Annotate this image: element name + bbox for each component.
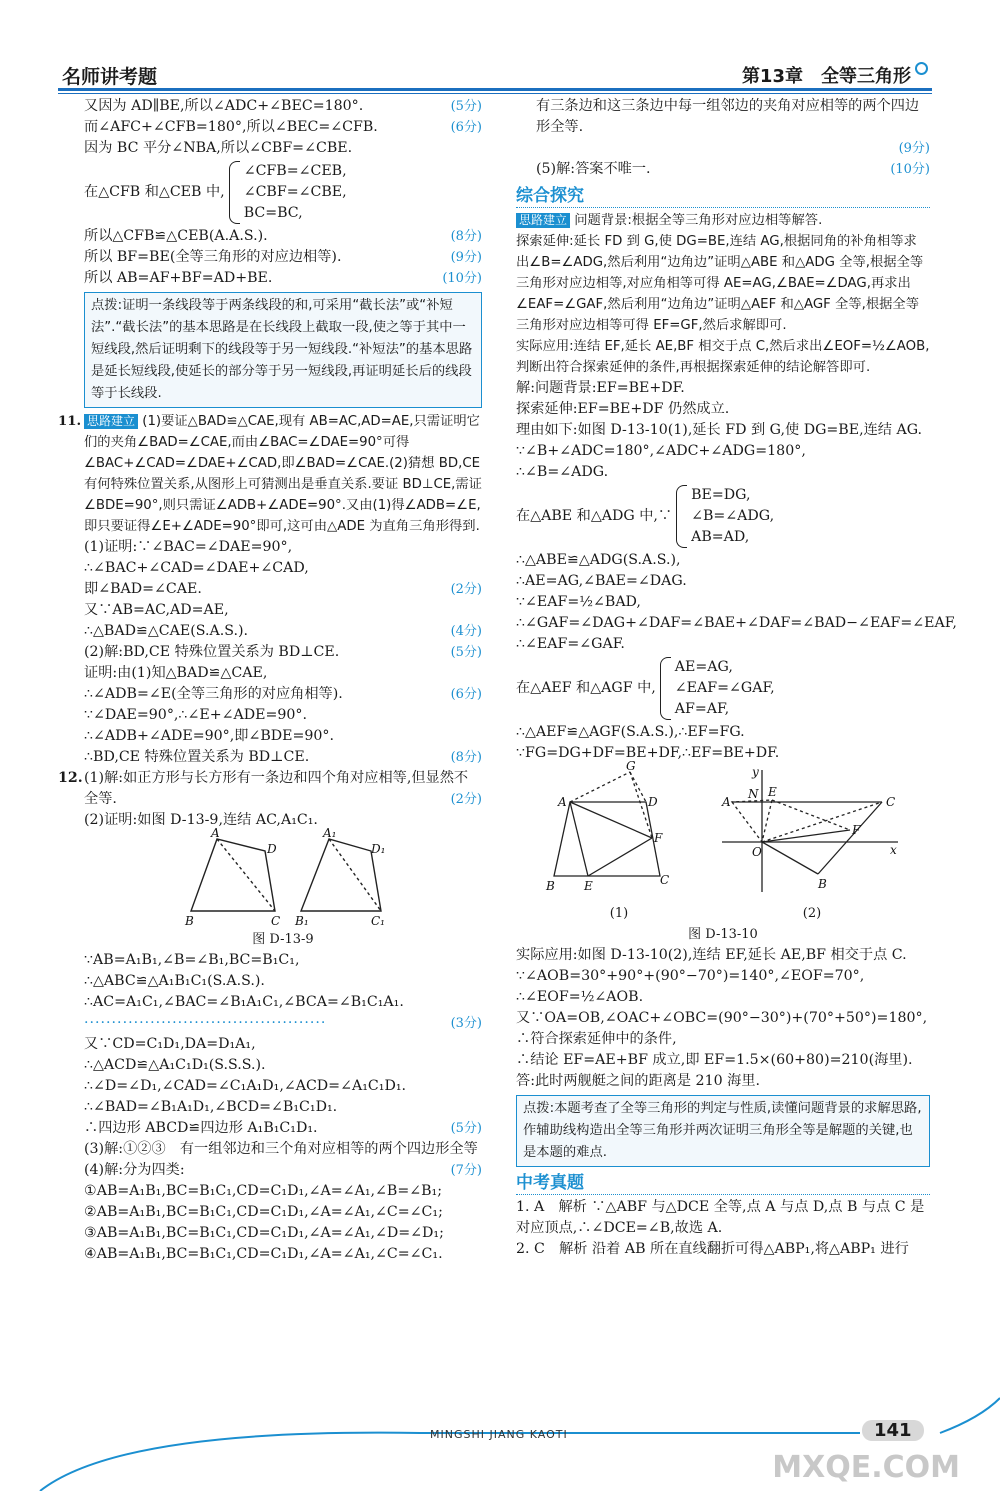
- text-line: ∴结论 EF=AE+BF 成立,即 EF=1.5×(60+80)=210(海里).: [516, 1052, 913, 1068]
- score: (6分): [450, 120, 482, 135]
- brace-icon: [229, 161, 240, 224]
- text-line: 在△ABE 和△ADG 中,∵: [516, 508, 673, 524]
- text-line: 又∵CD=C₁D₁,DA=D₁A₁,: [84, 1036, 256, 1052]
- header-left: 名师讲考题: [62, 66, 158, 88]
- text-line: ∵AB=A₁B₁,∠B=∠B₁,BC=B₁C₁,: [84, 952, 300, 968]
- score: (9分): [450, 250, 482, 265]
- header-rule: [58, 88, 932, 91]
- brace-item: BC=BC,: [243, 205, 303, 221]
- svg-text:C: C: [660, 873, 670, 887]
- case-item: ②AB=A₁B₁,BC=B₁C₁,CD=C₁D₁,∠A=∠A₁,∠C=∠C₁;: [84, 1204, 443, 1220]
- svg-text:C: C: [886, 795, 896, 809]
- score: (5分): [450, 99, 482, 114]
- score: (9分): [898, 141, 930, 156]
- text-line: ∵∠DAE=90°,∴∠E+∠ADE=90°.: [84, 707, 308, 723]
- idea-text: 实际应用:连结 EF,延长 AE,BF 相交于点 C,然后求出∠EOF=½∠AOB,判断出符合探索延伸的条件,再根据探索延伸的结论解答即可.: [516, 339, 930, 375]
- case-item: ④AB=A₁B₁,BC=B₁C₁,CD=C₁D₁,∠A=∠A₁,∠C=∠C₁.: [84, 1246, 443, 1262]
- text-line: ∴BD,CE 特殊位置关系为 BD⊥CE.: [84, 749, 310, 765]
- text-line: (1)证明:∵∠BAC=∠DAE=90°,: [84, 539, 293, 555]
- text-line: 所以 AB=AF+BF=AD+BE.: [84, 270, 273, 286]
- text-line: ∴∠ADB=∠E(全等三角形的对应角相等).: [84, 686, 343, 702]
- score: (5分): [450, 645, 482, 660]
- svg-text:N: N: [748, 787, 759, 801]
- text-line: ∴△ACD≌△A₁C₁D₁(S.S.S.).: [84, 1057, 266, 1073]
- score: (3分): [450, 1016, 482, 1031]
- score: (2分): [450, 582, 482, 597]
- svg-text:B₁: B₁: [295, 914, 309, 928]
- svg-text:F: F: [852, 823, 861, 837]
- question-number: 12.: [58, 770, 83, 786]
- figure-subcaption: (2): [802, 906, 822, 921]
- figure-part-1: [544, 759, 694, 924]
- idea-text: 问题背景:根据全等三角形对应边相等解答.: [574, 213, 823, 228]
- svg-text:C₁: C₁: [371, 914, 385, 928]
- brace-item: AF=AF,: [674, 701, 730, 717]
- text-line: (2)解:BD,CE 特殊位置关系为 BD⊥CE.: [84, 644, 340, 660]
- figure-part-2: [722, 764, 902, 924]
- text-line: 1. A 解析 ∵△ABF 与△DCE 全等,点 A 与点 D,点 B 与点 C 是对应顶点,∴∠DCE=∠B,故选 A.: [516, 1199, 925, 1236]
- section-title: 综合探究: [516, 186, 930, 208]
- watermark: MXQE.COM: [772, 1450, 960, 1485]
- svg-text:B: B: [185, 914, 194, 928]
- text-line: ∵∠EAF=½∠BAD,: [516, 594, 641, 610]
- text-line: 又∵OA=OB,∠OAC+∠OBC=(90°−30°)+(70°+50°)=180°,: [516, 1010, 928, 1026]
- svg-text:y: y: [752, 765, 759, 779]
- svg-text:A₁: A₁: [323, 826, 337, 840]
- score: (8分): [450, 750, 482, 765]
- text-line: 证明:由(1)知△BAD≌△CAE,: [84, 665, 268, 681]
- text-line: ∴∠EOF=½∠AOB.: [516, 989, 644, 1005]
- text-line: ∵∠AOB=30°+90°+(90°−70°)=140°,∠EOF=70°,: [516, 968, 865, 984]
- text-line: ∴∠ADB+∠ADE=90°,即∠BDE=90°.: [84, 728, 335, 744]
- idea-text: (1)要证△BAD≌△CAE,现有 AB=AC,AD=AE,只需证明它们的夹角∠BAD=∠CAE,而由∠BAC=∠DAE=90°可得∠BAC+∠CAD=∠DAE+∠CAD,即∠BAD=∠CAE.(2)猜想 BD,CE 有何特殊位置关系,从图形上可猜测出是垂直关系.要证 BD⊥CE,需证∠BDE=90°,则只需证∠ADB+∠ADE=90°.又由(1)得∠ADB=∠E,即只要证得∠E+∠ADE=90°即可,这可由△ADE 为直角三角形得到.: [84, 414, 482, 534]
- header-rule-thin: [58, 93, 932, 94]
- brace-item: AB=AD,: [691, 529, 750, 545]
- text-line: ∴AC=A₁C₁,∠BAC=∠B₁A₁C₁,∠BCA=∠B₁C₁A₁.: [84, 994, 404, 1010]
- svg-text:A: A: [558, 795, 567, 809]
- text-line: 理由如下:如图 D-13-10(1),延长 FD 到 G,使 DG=BE,连结 AG.: [516, 422, 923, 438]
- score: (10分): [442, 271, 482, 286]
- brace-item: ∠B=∠ADG,: [691, 508, 775, 524]
- brace-group: [516, 657, 930, 720]
- case-item: ①AB=A₁B₁,BC=B₁C₁,CD=C₁D₁,∠A=∠A₁,∠B=∠B₁;: [84, 1183, 442, 1199]
- brace-item: BE=DG,: [691, 487, 751, 503]
- svg-text:D₁: D₁: [371, 842, 386, 856]
- text-line: ∴∠GAF=∠DAG+∠DAF=∠BAE+∠DAF=∠BAD−∠EAF=∠EAF,: [516, 615, 957, 631]
- brace-item: ∠CBF=∠CBE,: [243, 184, 347, 200]
- svg-text:x: x: [890, 843, 897, 857]
- footer-text: MINGSHI JIANG KAOTI: [430, 1428, 568, 1441]
- dotted-leader: ············································: [84, 1015, 327, 1031]
- svg-text:B: B: [818, 877, 827, 891]
- page-number: 141: [862, 1420, 924, 1441]
- text-line: 在△AEF 和△AGF 中,: [516, 680, 656, 696]
- score: (6分): [450, 687, 482, 702]
- chapter-title: 第13章 全等三角形: [741, 66, 911, 87]
- figure-d-13-9: [84, 826, 482, 929]
- brace-item: ∠CFB=∠CEB,: [243, 163, 347, 179]
- text-line: 探索延伸:EF=BE+DF 仍然成立.: [516, 401, 730, 417]
- score: (2分): [450, 792, 482, 807]
- score: (5分): [450, 1121, 482, 1136]
- text-line: ∴∠EAF=∠GAF.: [516, 636, 625, 652]
- header-right: [742, 62, 928, 88]
- text-line: (1)解:如正方形与长方形有一条边和四个角对应相等,但显然不全等.: [84, 770, 469, 807]
- svg-text:G: G: [626, 759, 636, 773]
- brace-item: ∠EAF=∠GAF,: [674, 680, 775, 696]
- score: (4分): [450, 624, 482, 639]
- figure-caption: 图 D-13-9: [252, 932, 314, 947]
- figure-subcaption: (1): [609, 906, 629, 921]
- geometry-figure-1: [544, 759, 694, 896]
- question-number: 11.: [58, 414, 82, 429]
- geometry-figure-2: [722, 764, 902, 896]
- answer-line: 答:此时两舰艇之间的距离是 210 海里.: [516, 1073, 761, 1089]
- idea-tag: 思路建立: [516, 213, 570, 228]
- tip-box: 点拨:本题考查了全等三角形的判定与性质,读懂问题背景的求解思路,作辅助线构造出全等三角形并两次证明三角形全等是解题的关键,也是本题的难点.: [516, 1095, 930, 1167]
- text-line: 解:问题背景:EF=BE+DF.: [516, 380, 685, 396]
- svg-text:B: B: [546, 879, 555, 893]
- text-line: ∵∠B+∠ADC=180°,∠ADC+∠ADG=180°,: [516, 443, 806, 459]
- text-line: ∴△AEF≌△AGF(S.A.S.),∴EF=FG.: [516, 724, 745, 740]
- text-line: 而∠AFC+∠CFB=180°,所以∠BEC=∠CFB.: [84, 119, 378, 135]
- question-12: [58, 768, 482, 810]
- text-line: ∴∠D=∠D₁,∠CAD=∠C₁A₁D₁,∠ACD=∠A₁C₁D₁.: [84, 1078, 407, 1094]
- idea-tag: 思路建立: [84, 414, 138, 429]
- circle-icon: [915, 62, 928, 75]
- idea-text: 探索延伸:延长 FD 到 G,使 DG=BE,连结 AG,根据同角的补角相等求出∠B=∠ADG,然后利用“边角边”证明△ABE 和△ADG 全等,根据全等三角形对应边相等,对应角相等可得 AE=AG,∠BAE=∠DAG,再求出∠EAF=∠GAF,然后利用“边角边”证明△AEF 和△AGF 全等,根据全等三角形对应边相等可得 EF=GF,然后求解即可.: [516, 234, 924, 333]
- text-line: 即∠BAD=∠CAE.: [84, 581, 202, 597]
- score: (8分): [450, 229, 482, 244]
- figure-d-13-10: [516, 759, 930, 924]
- section-title: 中考真题: [516, 1173, 930, 1195]
- brace-group: [84, 161, 482, 224]
- text-line: ∴符合探索延伸中的条件,: [516, 1031, 677, 1047]
- text-line: (5)解:答案不唯一.: [536, 161, 651, 177]
- score: (10分): [890, 162, 930, 177]
- text-line: 又∵AB=AC,AD=AE,: [84, 602, 229, 618]
- text-line: 在△CFB 和△CEB 中,: [84, 184, 225, 200]
- brace-icon: [676, 485, 687, 548]
- text-line: 因为 BC 平分∠NBA,所以∠CBF=∠CBE.: [84, 140, 353, 156]
- svg-text:C: C: [271, 914, 281, 928]
- left-column: [58, 96, 482, 1265]
- idea-block: [516, 210, 930, 378]
- brace-item: AE=AG,: [674, 659, 733, 675]
- brace-icon: [660, 657, 671, 720]
- text-line: 又因为 AD∥BE,所以∠ADC+∠BEC=180°.: [84, 98, 364, 114]
- right-column: [516, 96, 957, 1260]
- svg-text:D: D: [648, 795, 658, 809]
- text-line: 所以△CFB≌△CEB(A.A.S.).: [84, 228, 268, 244]
- svg-text:A: A: [722, 795, 731, 809]
- tip-box: 点拨:证明一条线段等于两条线段的和,可采用“截长法”或“补短法”.“截长法”的基本思路是在长线段上截取一段,使之等于其中一短线段,然后证明剩下的线段等于另一短线段.“补短法”的基本思路是延长短线段,使延长的部分等于另一短线段,再证明延长后的线段等于长线段.: [84, 292, 482, 408]
- question-11: [58, 411, 482, 537]
- text-line: ∵FG=DG+DF=BE+DF,∴EF=BE+DF.: [516, 745, 780, 761]
- text-line: (4)解:分为四类:: [84, 1162, 185, 1178]
- svg-text:D: D: [267, 842, 277, 856]
- text-line: 所以 BF=BE(全等三角形的对应边相等).: [84, 249, 342, 265]
- text-line: ∴AE=AG,∠BAE=∠DAG.: [516, 573, 687, 589]
- svg-text:O: O: [752, 845, 762, 859]
- figure-caption: 图 D-13-10: [688, 927, 758, 942]
- text-line: 实际应用:如图 D-13-10(2),连结 EF,延长 AE,BF 相交于点 C.: [516, 947, 907, 963]
- text-line: ∴∠BAC+∠CAD=∠DAE+∠CAD,: [84, 560, 309, 576]
- text-line: ∴∠B=∠ADG.: [516, 464, 609, 480]
- text-line: (2)证明:如图 D-13-9,连结 AC,A₁C₁.: [84, 812, 318, 828]
- text-line: 2. C 解析 沿着 AB 所在直线翻折可得△ABP₁,将△ABP₁ 进行: [516, 1241, 909, 1257]
- text-line: ∴△ABC≌△A₁B₁C₁(S.A.S.).: [84, 973, 265, 989]
- svg-text:E: E: [584, 879, 593, 893]
- text-line: 有三条边和这三条边中每一组邻边的夹角对应相等的两个四边形全等.: [536, 98, 920, 135]
- text-line: ∴四边形 ABCD≌四边形 A₁B₁C₁D₁.: [84, 1120, 318, 1136]
- text-line: (3)解:①②③ 有一组邻边和三个角对应相等的两个四边形全等: [84, 1141, 478, 1157]
- case-item: ③AB=A₁B₁,BC=B₁C₁,CD=C₁D₁,∠A=∠A₁,∠D=∠D₁;: [84, 1225, 444, 1241]
- svg-text:E: E: [768, 785, 777, 799]
- text-line: ∴△ABE≌△ADG(S.A.S.),: [516, 552, 681, 568]
- text-line: ∴△BAD≌△CAE(S.A.S.).: [84, 623, 249, 639]
- text-line: ∴∠BAD=∠B₁A₁D₁,∠BCD=∠B₁C₁D₁.: [84, 1099, 338, 1115]
- svg-text:F: F: [654, 831, 663, 845]
- svg-text:A: A: [211, 826, 220, 840]
- score: (7分): [450, 1163, 482, 1178]
- quadrilateral-figure: [183, 826, 386, 929]
- brace-group: [516, 485, 930, 548]
